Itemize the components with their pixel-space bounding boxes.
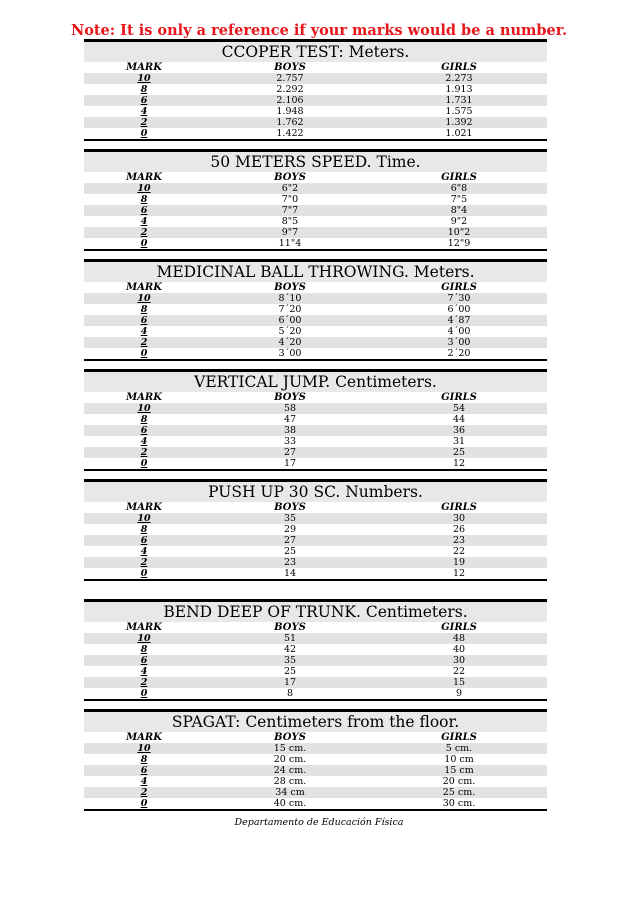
girls-cell: 19 (452, 557, 466, 568)
mark-cell: 0 (140, 238, 148, 249)
boys-cell: 35 (283, 655, 297, 666)
girls-cell: 22 (452, 666, 466, 677)
mark-header: MARK (126, 282, 162, 293)
girls-cell: 26 (452, 524, 466, 535)
boys-cell: 6´00 (278, 315, 302, 326)
table-body (84, 513, 547, 581)
boys-cell: 40 cm. (273, 798, 307, 809)
mark-header: MARK (126, 62, 162, 73)
girls-cell: 25 (452, 447, 466, 458)
table-row (84, 688, 547, 699)
girls-cell: 12 (452, 568, 466, 579)
girls-cell: 3´00 (447, 337, 471, 348)
girls-cell: 4´00 (447, 326, 471, 337)
table-row (84, 765, 547, 776)
table-title: 50 METERS SPEED. Time. (84, 149, 547, 172)
boys-cell: 23 (283, 557, 297, 568)
girls-cell: 6´00 (447, 304, 471, 315)
table-row (84, 655, 547, 666)
boys-cell: 38 (283, 425, 297, 436)
boys-cell: 7"7 (281, 205, 299, 216)
mark-header: MARK (126, 392, 162, 403)
mark-cell: 10 (137, 403, 151, 414)
table-row (84, 425, 547, 436)
mark-cell: 4 (140, 666, 148, 677)
table-body (84, 633, 547, 701)
table-header (84, 392, 547, 403)
mark-cell: 0 (140, 568, 148, 579)
table-body (84, 743, 547, 811)
boys-cell: 7"0 (281, 194, 299, 205)
boys-cell: 1.422 (276, 128, 304, 139)
boys-cell: 8 (286, 688, 294, 699)
boys-cell: 2.292 (276, 84, 304, 95)
mark-cell: 2 (140, 227, 148, 238)
boys-cell: 2.106 (276, 95, 304, 106)
boys-cell: 17 (283, 458, 297, 469)
table-body (84, 183, 547, 251)
table-row (84, 546, 547, 557)
boys-header: BOYS (274, 172, 306, 183)
mark-cell: 2 (140, 337, 148, 348)
table-row (84, 337, 547, 348)
boys-header: BOYS (274, 622, 306, 633)
mark-cell: 0 (140, 798, 148, 809)
table-row (84, 557, 547, 568)
mark-header: MARK (126, 732, 162, 743)
table-row (84, 403, 547, 414)
table-header (84, 172, 547, 183)
test-table (84, 709, 547, 811)
mark-cell: 6 (140, 205, 148, 216)
girls-cell: 7´30 (447, 293, 471, 304)
mark-cell: 6 (140, 655, 148, 666)
girls-cell: 1.913 (445, 84, 473, 95)
boys-header: BOYS (274, 62, 306, 73)
department-footer: Departamento de Educación Física (234, 817, 404, 828)
table-row (84, 183, 547, 194)
girls-cell: 7"5 (450, 194, 468, 205)
girls-cell: 30 (452, 655, 466, 666)
boys-header: BOYS (274, 392, 306, 403)
boys-cell: 25 (283, 666, 297, 677)
table-row (84, 447, 547, 458)
girls-header: GIRLS (441, 622, 477, 633)
table-row (84, 787, 547, 798)
mark-cell: 4 (140, 326, 148, 337)
mark-cell: 2 (140, 557, 148, 568)
girls-header: GIRLS (441, 392, 477, 403)
mark-cell: 8 (140, 304, 148, 315)
table-title: PUSH UP 30 SC. Numbers. (84, 479, 547, 502)
girls-cell: 6"8 (450, 183, 468, 194)
table-row (84, 666, 547, 677)
table-row (84, 304, 547, 315)
table-row (84, 776, 547, 787)
mark-cell: 2 (140, 677, 148, 688)
girls-header: GIRLS (441, 62, 477, 73)
mark-header: MARK (126, 622, 162, 633)
girls-cell: 48 (452, 633, 466, 644)
mark-cell: 6 (140, 95, 148, 106)
table-row (84, 293, 547, 304)
girls-cell: 15 cm (444, 765, 474, 776)
girls-cell: 4´87 (447, 315, 471, 326)
table-row (84, 117, 547, 128)
boys-cell: 7´20 (278, 304, 302, 315)
table-header (84, 502, 547, 513)
boys-cell: 25 (283, 546, 297, 557)
mark-cell: 8 (140, 754, 148, 765)
test-table (84, 369, 547, 471)
girls-cell: 9 (455, 688, 463, 699)
boys-header: BOYS (274, 282, 306, 293)
girls-cell: 10 cm (444, 754, 474, 765)
table-row (84, 568, 547, 579)
girls-cell: 54 (452, 403, 466, 414)
test-table (84, 599, 547, 701)
reference-note: Note: It is only a reference if your marks would be a number. (70, 22, 568, 39)
test-table (84, 149, 547, 251)
girls-cell: 30 cm. (442, 798, 476, 809)
table-title: VERTICAL JUMP. Centimeters. (84, 369, 547, 392)
girls-cell: 12"9 (447, 238, 471, 249)
table-row (84, 95, 547, 106)
mark-cell: 2 (140, 787, 148, 798)
boys-cell: 1.948 (276, 106, 304, 117)
table-row (84, 205, 547, 216)
boys-cell: 11"4 (278, 238, 302, 249)
boys-cell: 33 (283, 436, 297, 447)
table-header (84, 732, 547, 743)
table-row (84, 84, 547, 95)
mark-cell: 0 (140, 688, 148, 699)
mark-cell: 4 (140, 436, 148, 447)
table-title: CCOPER TEST: Meters. (84, 39, 547, 62)
mark-cell: 6 (140, 315, 148, 326)
table-row (84, 513, 547, 524)
table-row (84, 644, 547, 655)
table-row (84, 743, 547, 754)
mark-cell: 8 (140, 414, 148, 425)
mark-cell: 8 (140, 194, 148, 205)
table-header (84, 62, 547, 73)
mark-cell: 8 (140, 644, 148, 655)
girls-cell: 12 (452, 458, 466, 469)
mark-header: MARK (126, 172, 162, 183)
boys-cell: 35 (283, 513, 297, 524)
table-row (84, 414, 547, 425)
girls-cell: 5 cm. (445, 743, 473, 754)
table-row (84, 106, 547, 117)
mark-cell: 0 (140, 458, 148, 469)
boys-cell: 4´20 (278, 337, 302, 348)
boys-cell: 1.762 (276, 117, 304, 128)
table-row (84, 677, 547, 688)
table-title: MEDICINAL BALL THROWING. Meters. (84, 259, 547, 282)
table-row (84, 227, 547, 238)
test-table (84, 479, 547, 581)
table-body (84, 293, 547, 361)
table-header (84, 622, 547, 633)
boys-cell: 8"5 (281, 216, 299, 227)
mark-cell: 0 (140, 128, 148, 139)
mark-cell: 6 (140, 425, 148, 436)
boys-cell: 20 cm. (273, 754, 307, 765)
table-row (84, 326, 547, 337)
girls-cell: 10"2 (447, 227, 471, 238)
boys-cell: 24 cm. (273, 765, 307, 776)
table-header (84, 282, 547, 293)
girls-header: GIRLS (441, 282, 477, 293)
boys-cell: 58 (283, 403, 297, 414)
mark-cell: 10 (137, 513, 151, 524)
girls-cell: 2´20 (447, 348, 471, 359)
boys-cell: 27 (283, 447, 297, 458)
girls-cell: 36 (452, 425, 466, 436)
girls-cell: 1.021 (445, 128, 473, 139)
girls-cell: 30 (452, 513, 466, 524)
table-row (84, 798, 547, 809)
mark-cell: 4 (140, 216, 148, 227)
table-row (84, 238, 547, 249)
girls-cell: 23 (452, 535, 466, 546)
boys-cell: 9"7 (281, 227, 299, 238)
mark-cell: 2 (140, 447, 148, 458)
boys-header: BOYS (274, 732, 306, 743)
boys-cell: 34 cm (275, 787, 305, 798)
boys-cell: 14 (283, 568, 297, 579)
boys-cell: 3´00 (278, 348, 302, 359)
mark-cell: 10 (137, 743, 151, 754)
girls-cell: 1.575 (445, 106, 473, 117)
boys-cell: 28 cm. (273, 776, 307, 787)
boys-cell: 51 (283, 633, 297, 644)
boys-cell: 27 (283, 535, 297, 546)
boys-cell: 5´20 (278, 326, 302, 337)
table-row (84, 216, 547, 227)
mark-cell: 2 (140, 117, 148, 128)
mark-cell: 6 (140, 535, 148, 546)
boys-cell: 15 cm. (273, 743, 307, 754)
girls-cell: 1.731 (445, 95, 473, 106)
table-row (84, 73, 547, 84)
girls-cell: 2.273 (445, 73, 473, 84)
table-row (84, 535, 547, 546)
table-row (84, 524, 547, 535)
girls-header: GIRLS (441, 732, 477, 743)
girls-cell: 20 cm. (442, 776, 476, 787)
boys-cell: 6"2 (281, 183, 299, 194)
girls-cell: 1.392 (445, 117, 473, 128)
table-title: SPAGAT: Centimeters from the floor. (84, 709, 547, 732)
girls-cell: 40 (452, 644, 466, 655)
table-row (84, 754, 547, 765)
table-body (84, 73, 547, 141)
boys-cell: 8´10 (278, 293, 302, 304)
table-title: BEND DEEP OF TRUNK. Centimeters. (84, 599, 547, 622)
boys-cell: 29 (283, 524, 297, 535)
girls-cell: 44 (452, 414, 466, 425)
mark-cell: 8 (140, 84, 148, 95)
mark-header: MARK (126, 502, 162, 513)
test-table (84, 39, 547, 141)
table-row (84, 194, 547, 205)
boys-cell: 2.757 (276, 73, 304, 84)
mark-cell: 4 (140, 776, 148, 787)
girls-cell: 31 (452, 436, 466, 447)
boys-cell: 17 (283, 677, 297, 688)
table-row (84, 348, 547, 359)
girls-cell: 8"4 (450, 205, 468, 216)
boys-cell: 47 (283, 414, 297, 425)
boys-cell: 42 (283, 644, 297, 655)
mark-cell: 0 (140, 348, 148, 359)
table-row (84, 458, 547, 469)
mark-cell: 4 (140, 106, 148, 117)
girls-cell: 22 (452, 546, 466, 557)
girls-header: GIRLS (441, 172, 477, 183)
table-row (84, 633, 547, 644)
table-row (84, 436, 547, 447)
table-row (84, 315, 547, 326)
mark-cell: 10 (137, 633, 151, 644)
table-row (84, 128, 547, 139)
table-body (84, 403, 547, 471)
mark-cell: 10 (137, 73, 151, 84)
mark-cell: 10 (137, 183, 151, 194)
girls-cell: 15 (452, 677, 466, 688)
test-table (84, 259, 547, 361)
mark-cell: 4 (140, 546, 148, 557)
mark-cell: 6 (140, 765, 148, 776)
mark-cell: 8 (140, 524, 148, 535)
girls-header: GIRLS (441, 502, 477, 513)
girls-cell: 9"2 (450, 216, 468, 227)
girls-cell: 25 cm. (442, 787, 476, 798)
boys-header: BOYS (274, 502, 306, 513)
mark-cell: 10 (137, 293, 151, 304)
